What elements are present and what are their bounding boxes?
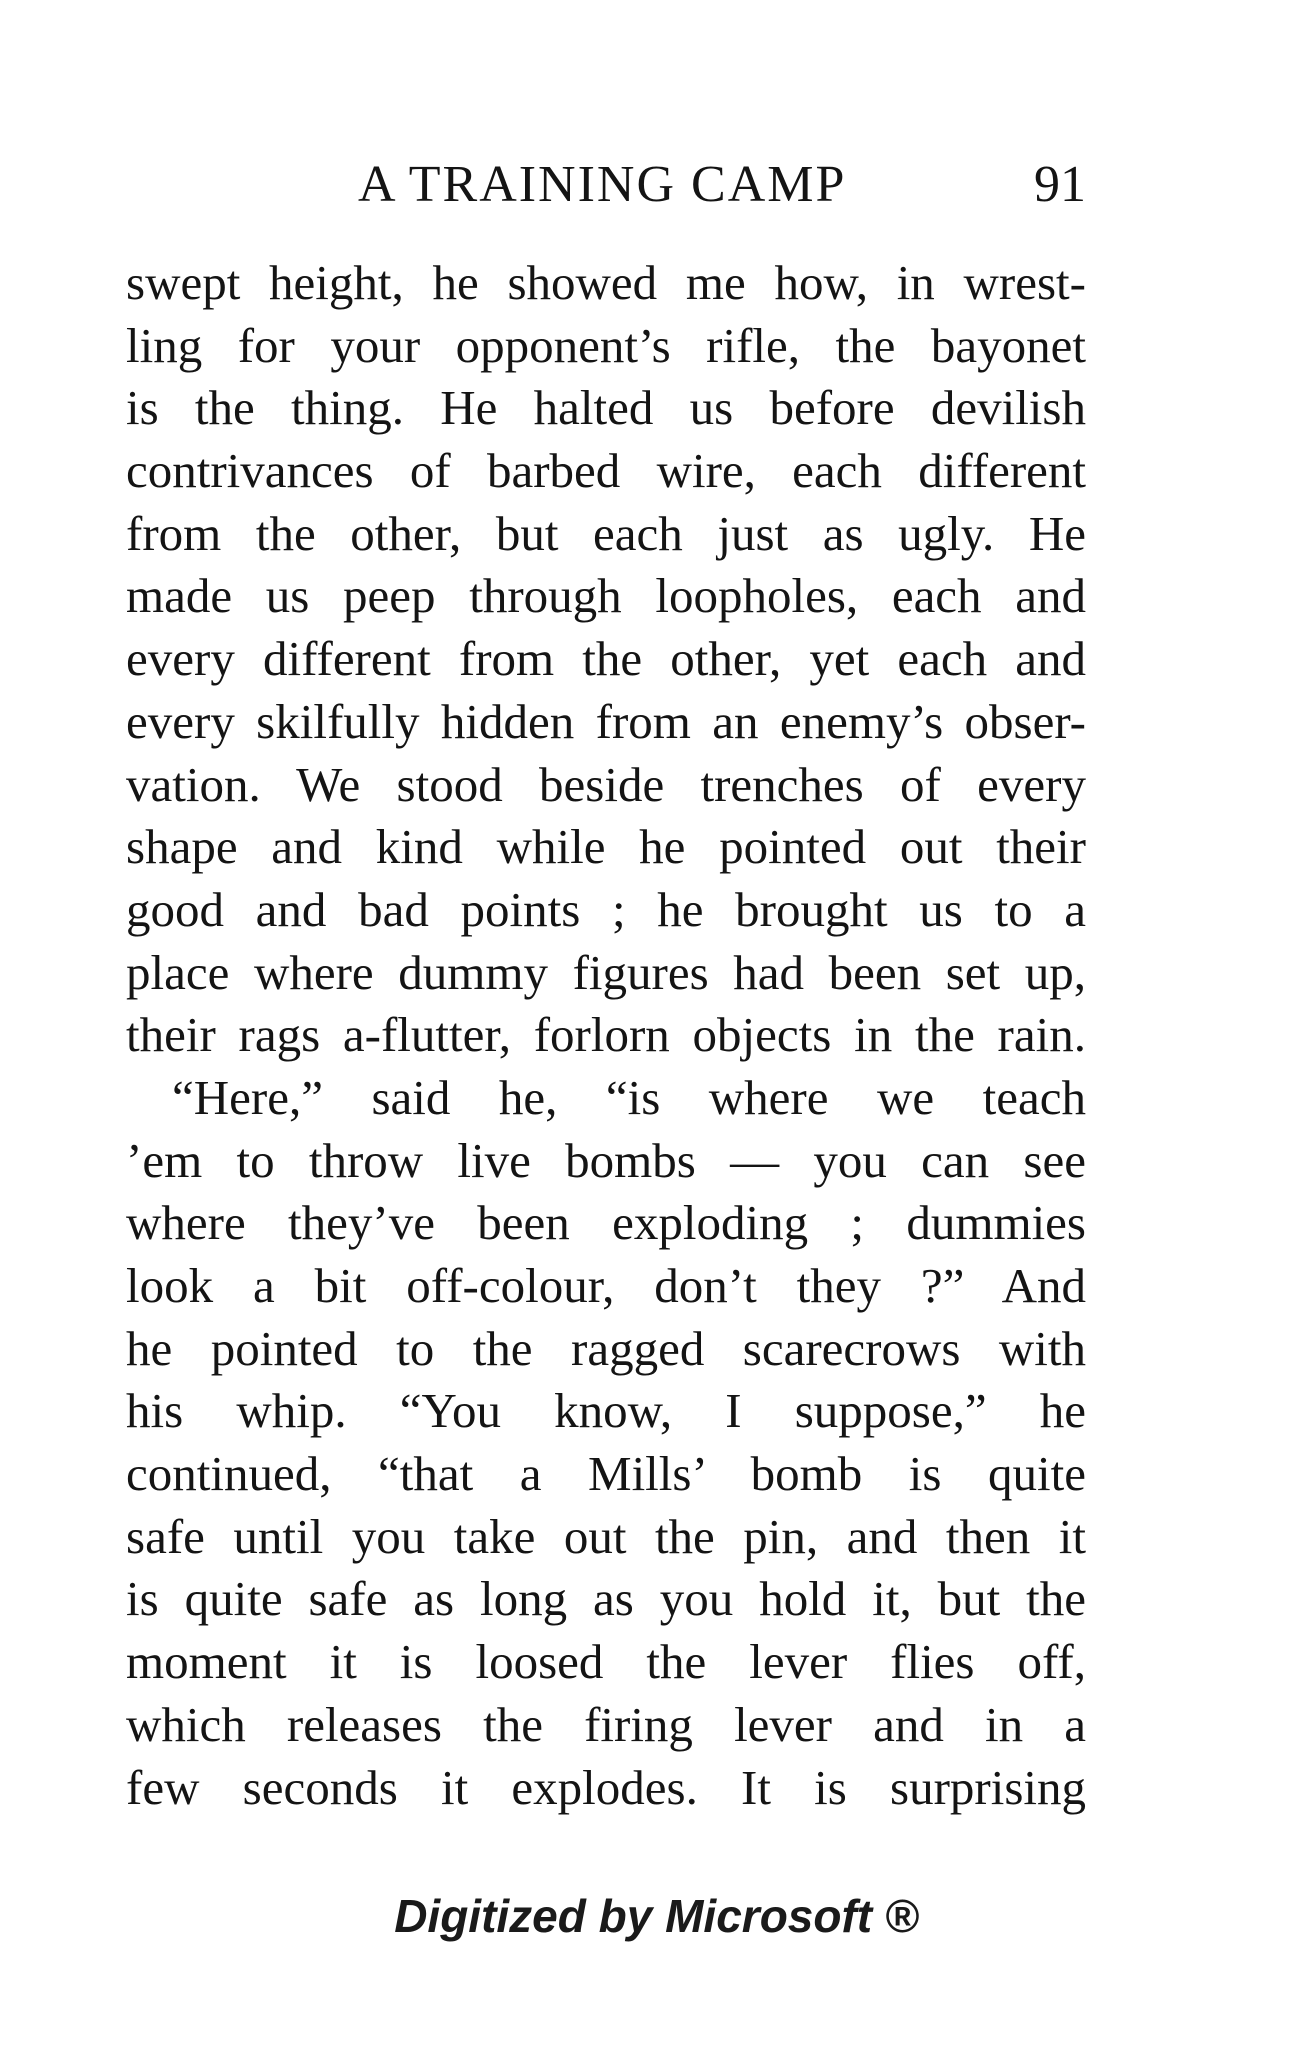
page-number: 91 <box>1034 156 1086 213</box>
text-line: every skilfully hidden from an enemy’s obser- <box>126 693 1086 749</box>
running-title: A TRAINING CAMP <box>358 156 847 213</box>
body-text <box>126 252 1086 1819</box>
text-line: good and bad points ; he brought us to a <box>126 881 1086 937</box>
digitization-watermark: Digitized by Microsoft ® <box>394 1890 919 1942</box>
text-line: is the thing. He halted us before devilish <box>126 380 1086 436</box>
text-line: contrivances of barbed wire, each different <box>126 443 1086 499</box>
text-line: continued, “that a Mills’ bomb is quite <box>126 1446 1086 1502</box>
text-line: from the other, but each just as ugly. He <box>126 505 1086 561</box>
text-line: look a bit off-colour, don’t they ?” And <box>126 1258 1086 1313</box>
text-line: which releases the firing lever and in a <box>126 1696 1086 1752</box>
text-line: vation. We stood beside trenches of every <box>126 756 1086 812</box>
text-line-paragraph-start: “Here,” said he, “is where we teach <box>172 1069 1086 1125</box>
text-line: place where dummy figures had been set up, <box>126 944 1086 1000</box>
text-line: their rags a-flutter, forlorn objects in the rain. <box>126 1007 1086 1063</box>
text-line: every different from the other, yet each and <box>126 631 1086 687</box>
text-line: few seconds it explodes. It is surprising <box>126 1759 1086 1815</box>
text-line: his whip. “You know, I suppose,” he <box>126 1383 1086 1439</box>
text-line: shape and kind while he pointed out their <box>126 819 1086 875</box>
text-line: ling for your opponent’s rifle, the bayonet <box>126 317 1086 373</box>
text-line: swept height, he showed me how, in wrest- <box>126 255 1086 310</box>
text-line: made us peep through loopholes, each and <box>126 568 1086 624</box>
text-line: moment it is loosed the lever flies off, <box>126 1634 1086 1690</box>
text-line: ’em to throw live bombs — you can see <box>126 1132 1086 1188</box>
text-line: is quite safe as long as you hold it, but the <box>126 1571 1086 1627</box>
running-head <box>126 155 1086 215</box>
text-line: he pointed to the ragged scarecrows with <box>126 1320 1086 1376</box>
text-line: where they’ve been exploding ; dummies <box>126 1195 1086 1251</box>
text-line: safe until you take out the pin, and then it <box>126 1508 1086 1564</box>
